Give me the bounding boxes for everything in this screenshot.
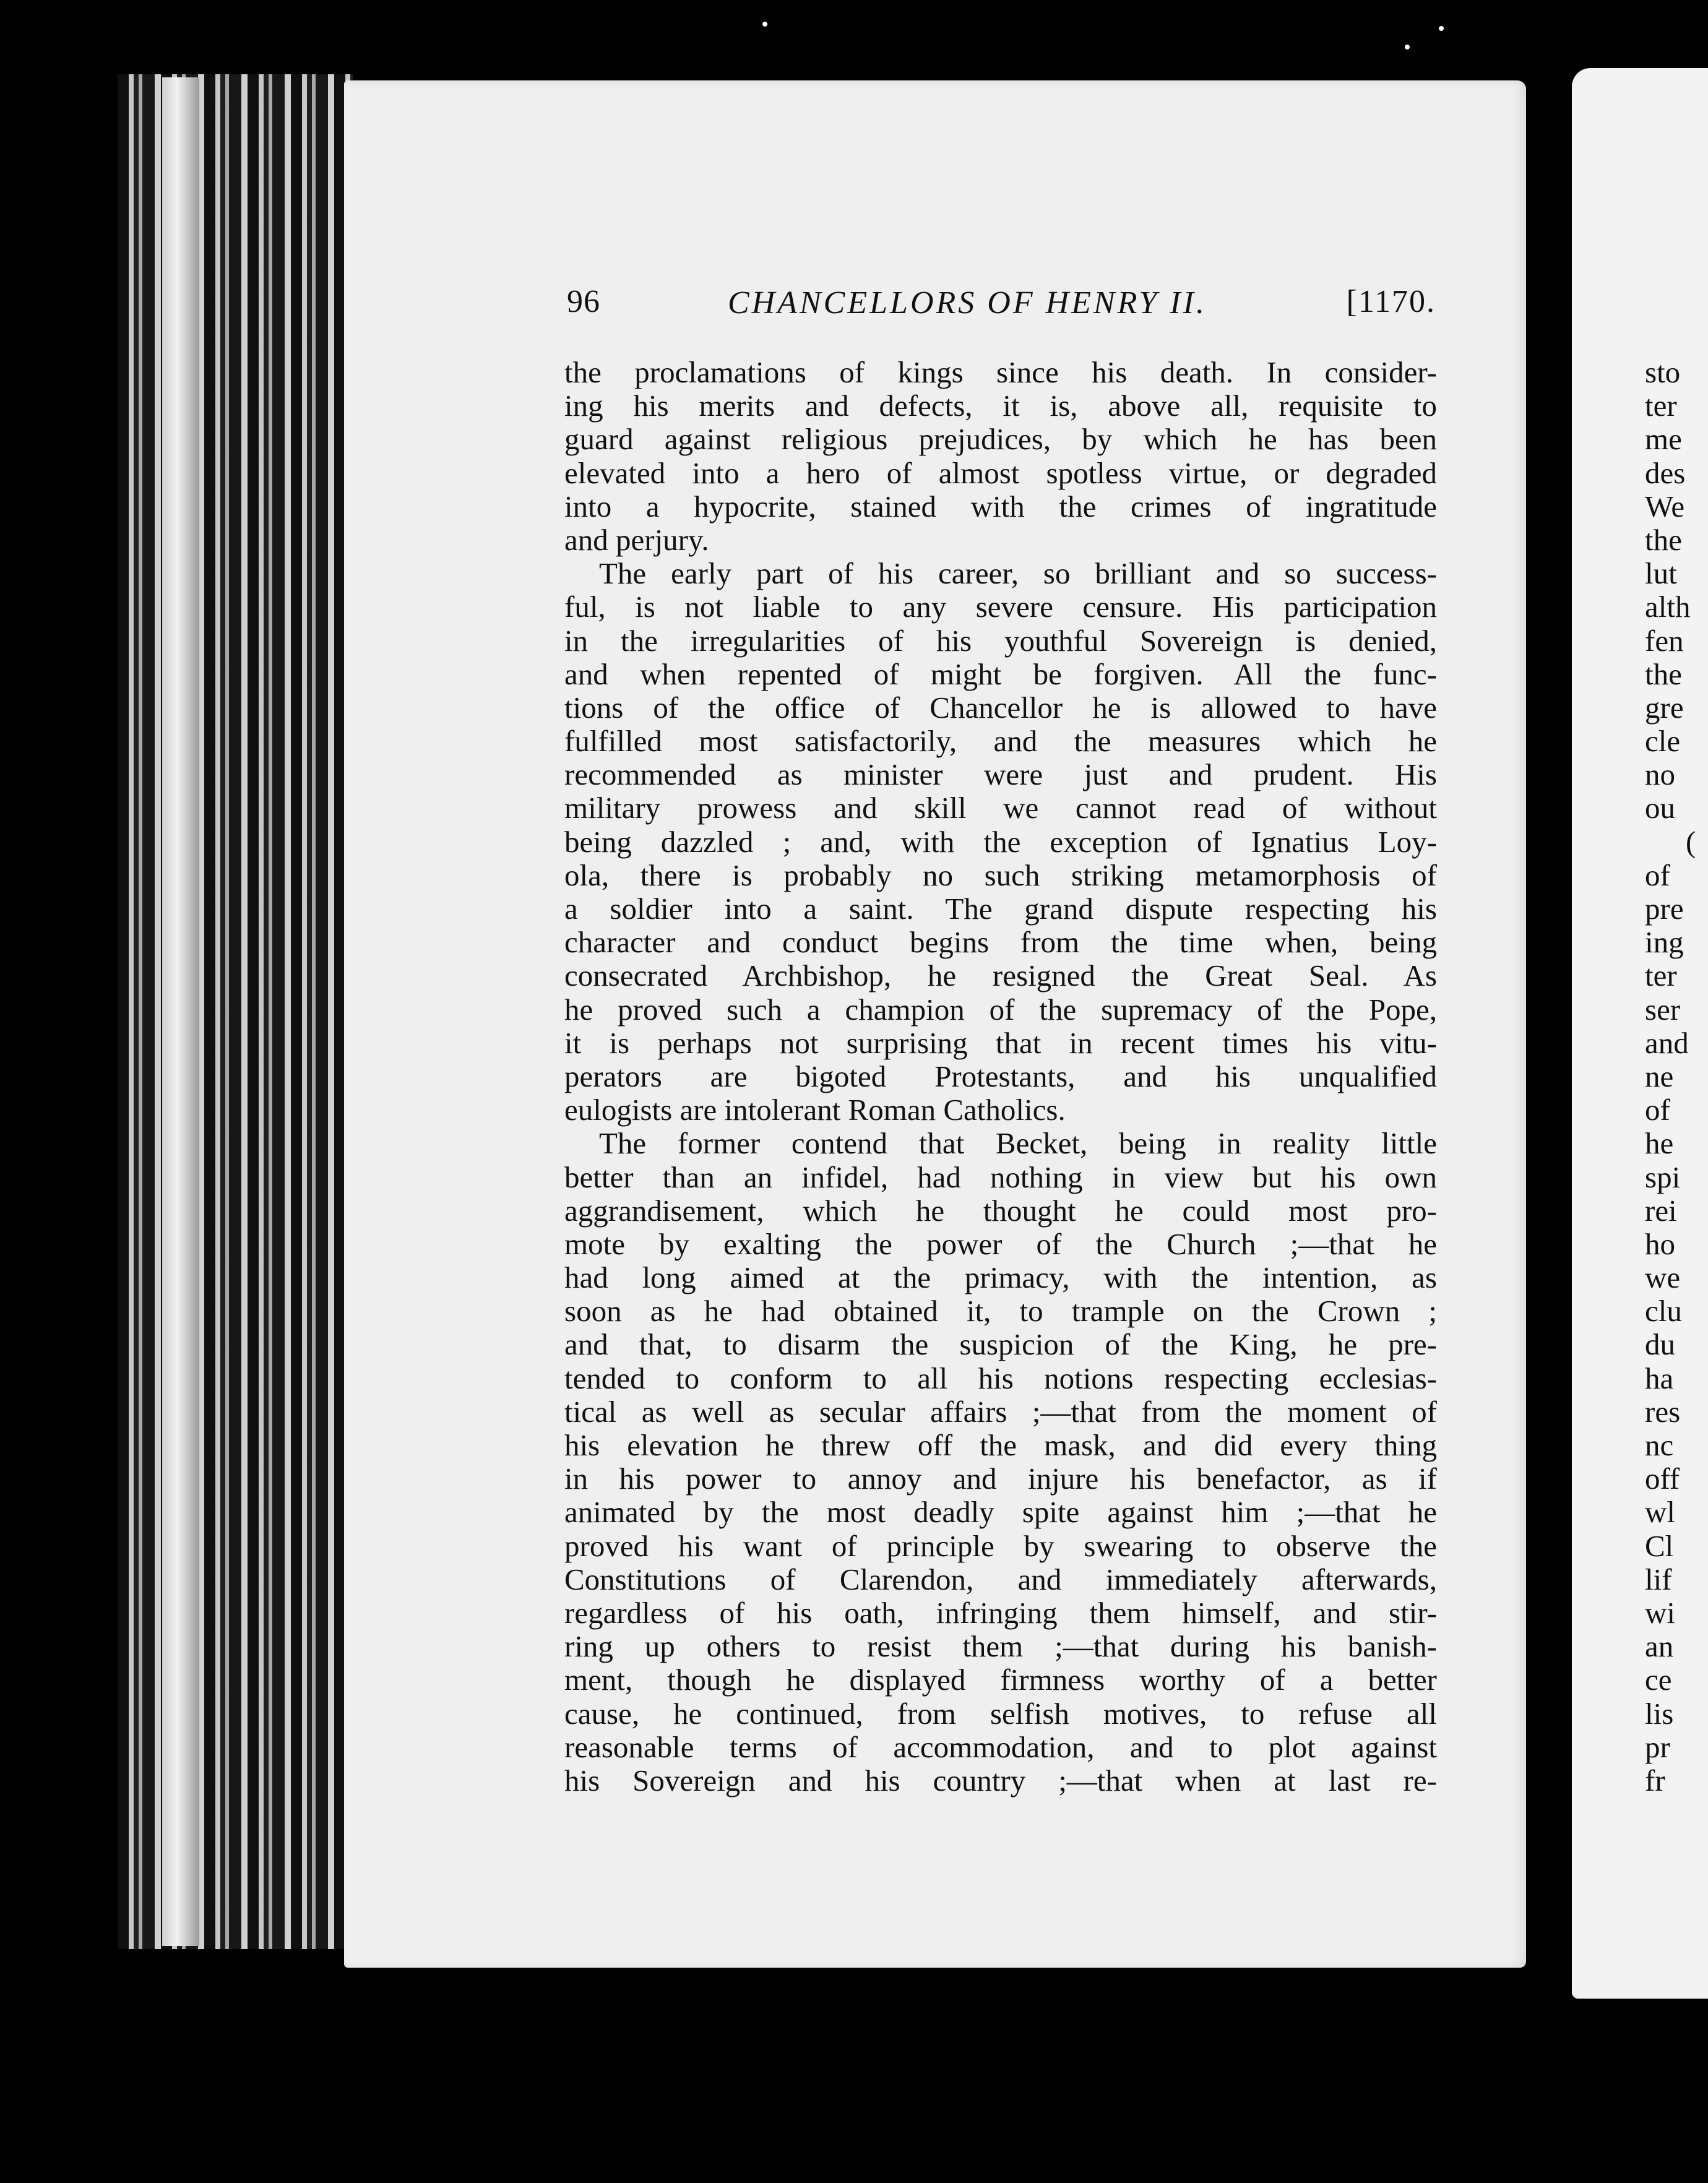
text-line: recommended as minister were just and prudent. His (564, 757, 1437, 792)
text-line: tions of the office of Chancellor he is allowed to have (564, 690, 1437, 725)
text-line: mote by exalting the power of the Church ;—that he (564, 1226, 1437, 1261)
text-line: consecrated Archbishop, he resigned the Great Seal. As (564, 958, 1437, 993)
right-page-fragment: alth (1645, 590, 1691, 624)
right-page-fragment: du (1645, 1327, 1675, 1362)
text-line: soon as he had obtained it, to trample on the Crown ; (564, 1294, 1437, 1328)
right-page-fragment: fen (1645, 623, 1684, 658)
right-page-fragment: res (1645, 1394, 1681, 1429)
right-page-fragment: sto (1645, 355, 1681, 389)
text-line: The former contend that Becket, being in reality little (599, 1126, 1437, 1161)
text-line: guard against religious prejudices, by which he has been (564, 422, 1437, 457)
text-line: ring up others to resist them ;—that during his banish- (564, 1629, 1437, 1664)
page-edges (118, 74, 353, 1949)
text-line: animated by the most deadly spite against him ;—that he (564, 1495, 1437, 1530)
text-line: character and conduct begins from the time when, being (564, 925, 1437, 960)
right-page-fragment: lis (1645, 1696, 1674, 1731)
text-line: being dazzled ; and, with the exception of Ignatius Loy- (564, 824, 1437, 859)
right-page-text-fragments (1645, 355, 1696, 1798)
right-page-fragment: ing (1645, 925, 1684, 960)
right-page-fragment: the (1645, 657, 1682, 691)
text-line: a soldier into a saint. The grand dispute respecting his (564, 892, 1437, 926)
text-line: tical as well as secular affairs ;—that from the moment of (564, 1394, 1437, 1429)
text-line: proved his want of principle by swearing to observe the (564, 1528, 1437, 1563)
text-line: military prowess and skill we cannot read of without (564, 791, 1437, 825)
running-year: [1170. (1346, 284, 1436, 319)
text-line: regardless of his oath, infringing them himself, and stir- (564, 1595, 1437, 1630)
right-page-fragment: pr (1645, 1729, 1670, 1764)
text-line: it is perhaps not surprising that in recent times his vitu- (564, 1025, 1437, 1060)
right-page-fragment: ho (1645, 1226, 1675, 1261)
text-line: Constitutions of Clarendon, and immediately afterwards, (564, 1562, 1437, 1596)
right-page-fragment: gre (1645, 690, 1684, 725)
text-line: ment, though he displayed firmness worthy of a better (564, 1663, 1437, 1697)
right-page-fragment: cle (1645, 724, 1681, 759)
right-page-fragment: pre (1645, 892, 1684, 926)
body-text (564, 356, 1437, 1798)
right-page-fragment: ce (1645, 1663, 1672, 1697)
right-page-fragment: fr (1645, 1763, 1665, 1798)
text-line: The early part of his career, so brilliant and so success- (599, 556, 1437, 591)
right-page-fragment: ter (1645, 958, 1677, 993)
running-title: CHANCELLORS OF HENRY II. (728, 285, 1207, 321)
scan-speck (1405, 45, 1410, 50)
text-line: reasonable terms of accommodation, and to plot against (564, 1729, 1437, 1764)
right-page-fragment: clu (1645, 1294, 1682, 1328)
text-line: ola, there is probably no such striking metamorphosis of (564, 858, 1437, 892)
text-line: had long aimed at the primacy, with the intention, as (564, 1260, 1437, 1295)
scan-speck (762, 22, 767, 27)
text-line: tended to conform to all his notions respecting ecclesias- (564, 1361, 1437, 1395)
text-line: better than an infidel, had nothing in view but his own (564, 1160, 1437, 1194)
text-line: his elevation he threw off the mask, and did every thing (564, 1428, 1437, 1462)
right-page-fragment: me (1645, 422, 1682, 457)
text-line: into a hypocrite, stained with the crimes of ingratitude (564, 489, 1437, 523)
right-page-fragment: ne (1645, 1059, 1674, 1093)
page-edge-highlight (162, 77, 199, 1946)
right-page-fragment: of (1645, 858, 1670, 892)
text-line: the proclamations of kings since his death. In consider- (564, 355, 1437, 389)
page-number: 96 (567, 284, 600, 319)
right-page-fragment: nc (1645, 1428, 1674, 1462)
right-page-fragment: rei (1645, 1193, 1677, 1228)
text-line: elevated into a hero of almost spotless virtue, or degraded (564, 455, 1437, 490)
right-page-fragment: ( (1686, 824, 1696, 859)
text-line: fulfilled most satisfactorily, and the measures which he (564, 724, 1437, 759)
text-line: he proved such a champion of the supremacy of the Pope, (564, 992, 1437, 1027)
right-page-fragment: des (1645, 455, 1686, 490)
right-page-fragment: an (1645, 1629, 1674, 1664)
text-line: and that, to disarm the suspicion of the King, he pre- (564, 1327, 1437, 1362)
text-line: eulogists are intolerant Roman Catholics. (564, 1093, 1066, 1127)
right-page-fragment: no (1645, 757, 1675, 792)
right-page-fragment: ou (1645, 791, 1675, 825)
text-line: perators are bigoted Protestants, and his unqualified (564, 1059, 1437, 1093)
right-page-fragment: ser (1645, 992, 1681, 1027)
scan-speck (1439, 26, 1444, 31)
right-page-fragment: of (1645, 1093, 1670, 1127)
right-page-fragment: we (1645, 1260, 1681, 1295)
text-line: cause, he continued, from selfish motives, to refuse all (564, 1696, 1437, 1731)
right-page-fragment: lif (1645, 1562, 1672, 1596)
right-page-fragment: lut (1645, 556, 1677, 591)
right-page-fragment: wi (1645, 1595, 1675, 1630)
right-page-fragment: ter (1645, 389, 1677, 423)
text-line: in the irregularities of his youthful Sovereign is denied, (564, 623, 1437, 658)
text-line: ing his merits and defects, it is, above all, requisite to (564, 389, 1437, 423)
right-page-fragment: We (1645, 489, 1685, 523)
text-line: and perjury. (564, 522, 709, 557)
right-page-fragment: and (1645, 1025, 1689, 1060)
running-head (567, 283, 1436, 333)
text-line: and when repented of might be forgiven. All the func- (564, 657, 1437, 691)
right-page-fragment: wl (1645, 1495, 1675, 1530)
right-page-fragment: Cl (1645, 1528, 1674, 1563)
text-line: in his power to annoy and injure his benefactor, as if (564, 1462, 1437, 1496)
right-page-fragment: he (1645, 1126, 1674, 1161)
text-line: aggrandisement, which he thought he could most pro- (564, 1193, 1437, 1228)
right-page-fragment: off (1645, 1462, 1680, 1496)
right-page-fragment: ha (1645, 1361, 1674, 1395)
right-page-fragment: the (1645, 522, 1682, 557)
text-line: ful, is not liable to any severe censure. His participation (564, 590, 1437, 624)
text-line: his Sovereign and his country ;—that when at last re- (564, 1763, 1437, 1798)
right-page-fragment: spi (1645, 1160, 1681, 1194)
